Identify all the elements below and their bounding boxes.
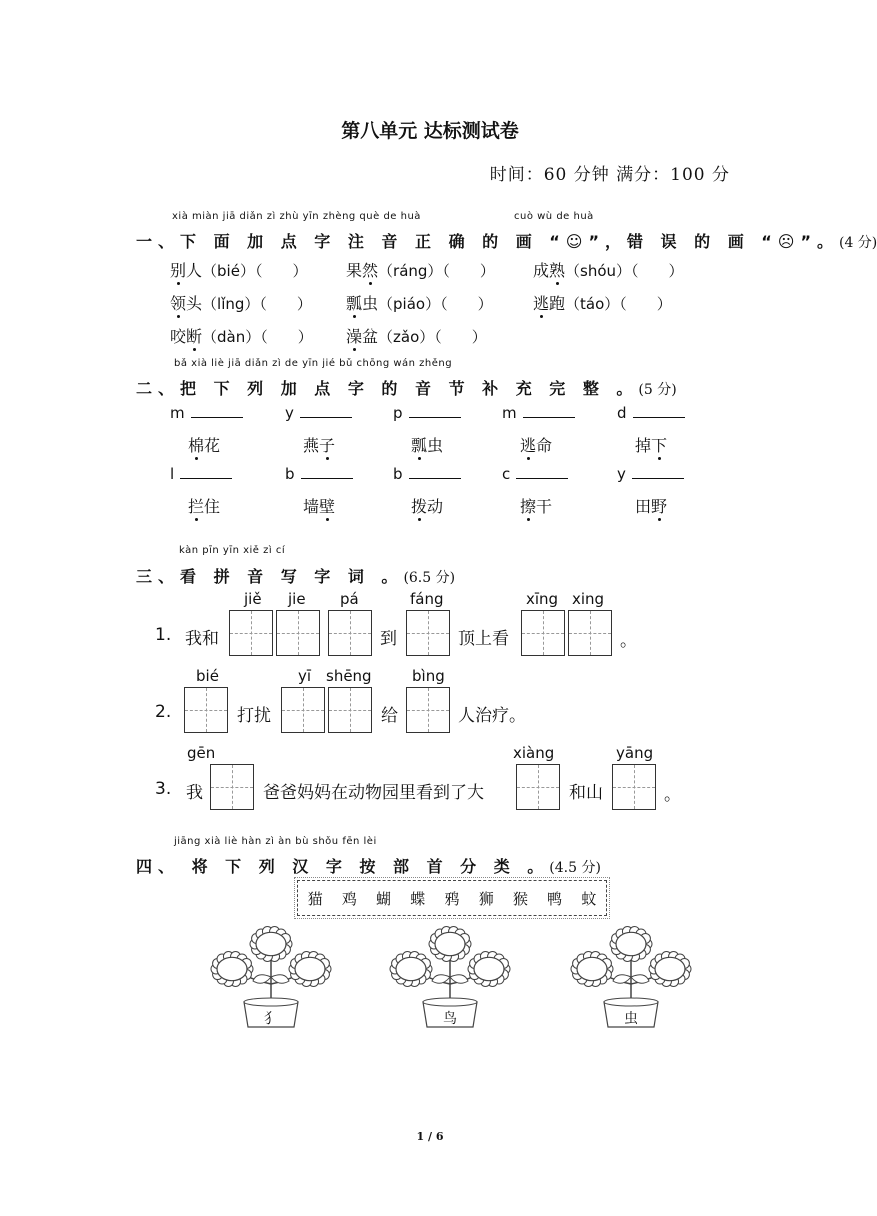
answer-line[interactable] (409, 405, 461, 418)
s2-py-4: bìng (412, 667, 445, 685)
tian-box[interactable] (184, 687, 228, 733)
answer-line[interactable] (300, 405, 352, 418)
flower-head (571, 952, 613, 987)
emphasis-dot-char: 擦 (520, 497, 537, 516)
emphasis-dot-char: 棉 (188, 436, 205, 455)
q1-heading (136, 229, 877, 252)
q3-title: 三、看 拼 音 写 字 词 。 (136, 567, 404, 586)
character-bank-item: 猴 (512, 889, 528, 908)
q3-heading (136, 564, 455, 587)
s2-py-1: bié (196, 667, 219, 685)
s1-py-3: pá (340, 590, 359, 608)
q2-word: 墙壁 (303, 497, 336, 516)
answer-line[interactable] (523, 405, 575, 418)
q2-word: 田野 (635, 497, 668, 516)
q2-initial: c (502, 465, 511, 483)
character-bank-item: 蝴 (376, 889, 392, 908)
s2-py-2: yī (298, 667, 312, 685)
s2-text-c: 人治疗。 (458, 706, 526, 726)
s1-py-2: jie (288, 590, 306, 608)
s3-text-d: 。 (664, 785, 681, 805)
q1-item-word: 咬断 (170, 327, 203, 346)
s1-py-1: jiě (244, 590, 262, 608)
q2-initial: y (617, 465, 626, 483)
character-bank-item: 鸡 (341, 889, 357, 908)
q1-item-pinyin[interactable]: （ráng）（ ） (378, 262, 495, 280)
emphasis-dot-char: 瓢 (411, 436, 428, 455)
tian-box[interactable] (516, 764, 560, 810)
emphasis-dot-char: 下 (651, 436, 668, 455)
s1-py-6: xing (572, 590, 605, 608)
q1-item-word: 果然 (346, 261, 379, 280)
emphasis-dot-char: 瓢 (346, 294, 363, 313)
s1-py-5: xīng (526, 590, 559, 608)
tian-box[interactable] (406, 687, 450, 733)
emphasis-dot-char: 别 (170, 261, 187, 280)
s1-text-a: 我和 (185, 629, 219, 649)
tian-box[interactable] (521, 610, 565, 656)
q1-item-word: 别人 (170, 261, 203, 280)
tian-box[interactable] (281, 687, 325, 733)
q3-pinyin: kàn pīn yīn xiě zì cí (179, 545, 286, 556)
tian-box[interactable] (210, 764, 254, 810)
answer-line[interactable] (516, 466, 568, 479)
pot-radical-label: 犭 (264, 1011, 278, 1027)
tian-box[interactable] (328, 687, 372, 733)
q1-item (533, 291, 672, 314)
emphasis-dot-char: 逃 (520, 436, 537, 455)
q1-item-pinyin[interactable]: （zǎo）（ ） (378, 328, 487, 346)
flower-head (649, 952, 691, 987)
answer-line[interactable] (180, 466, 232, 479)
flower-head (211, 952, 253, 987)
q1-item-pinyin[interactable]: （lǐng）（ ） (202, 295, 312, 313)
q4-heading (136, 854, 601, 877)
q4-title: 四、 将 下 列 汉 字 按 部 首 分 类 。 (136, 857, 550, 876)
q2-initial: d (617, 404, 627, 422)
flower-pot-group (566, 922, 696, 1032)
s1-text-c: 顶上看 (458, 629, 509, 649)
q2-answer-blank[interactable] (285, 465, 353, 483)
pot-radical-label: 虫 (624, 1011, 638, 1027)
s3-text-a: 我 (186, 783, 203, 803)
q2-answer-blank[interactable] (617, 404, 685, 422)
q2-word: 逃命 (520, 436, 553, 455)
flower-head (429, 927, 471, 962)
flower-head (250, 927, 292, 962)
tian-box[interactable] (276, 610, 320, 656)
q2-initial: p (393, 404, 403, 422)
q1-points: (4 分) (838, 235, 877, 251)
tian-box[interactable] (406, 610, 450, 656)
q2-answer-blank[interactable] (393, 404, 461, 422)
q2-answer-blank[interactable] (502, 465, 568, 483)
q2-word: 棉花 (188, 436, 221, 455)
character-bank-item: 蚊 (581, 889, 597, 908)
s1-text-d: 。 (620, 631, 637, 651)
q2-pinyin: bǎ xià liè jiā diǎn zì de yīn jié bǔ chōng wán zhěng (174, 358, 453, 369)
s3-py-3: yāng (616, 744, 654, 762)
s2-text-b: 给 (381, 706, 398, 726)
q2-answer-blank[interactable] (502, 404, 575, 422)
q2-answer-blank[interactable] (285, 404, 352, 422)
q2-initial: m (170, 404, 185, 422)
q2-word: 拨动 (411, 497, 444, 516)
flower-head (390, 952, 432, 987)
q2-answer-blank[interactable] (617, 465, 684, 483)
q1-title: 一、下 面 加 点 字 注 音 正 确 的 画 “☺”，错 误 的 画 “☹”。 (136, 232, 839, 251)
flower-head (468, 952, 510, 987)
time-info: 时间：60 分钟 满分：100 分 (489, 165, 730, 185)
character-bank (297, 880, 607, 916)
q2-answer-blank[interactable] (170, 404, 243, 422)
character-bank-item: 蝶 (410, 889, 426, 908)
emphasis-dot-char: 熟 (549, 261, 566, 280)
s3-num: 3. (155, 779, 172, 799)
emphasis-dot-char: 拨 (411, 497, 428, 516)
character-bank-item: 鸦 (444, 889, 460, 908)
q1-item (346, 258, 495, 281)
q1-item-pinyin[interactable]: （bié）（ ） (202, 262, 308, 280)
emphasis-dot-char: 逃 (533, 294, 550, 313)
answer-line[interactable] (301, 466, 353, 479)
q1-item (346, 291, 493, 314)
emphasis-dot-char: 领 (170, 294, 187, 313)
q4-pinyin: jiāng xià liè hàn zì àn bù shǒu fēn lèi (174, 836, 377, 847)
s2-text-a: 打扰 (237, 706, 271, 726)
s3-text-b: 爸爸妈妈在动物园里看到了大 (263, 783, 484, 803)
q1-item-word: 逃跑 (533, 294, 566, 313)
flower-pot-group (385, 922, 515, 1032)
q2-initial: b (393, 465, 403, 483)
q2-initial: m (502, 404, 517, 422)
q2-word: 拦住 (188, 497, 221, 516)
q1-pinyin: xià miàn jiā diǎn zì zhù yīn zhèng què de huà (172, 211, 421, 222)
character-bank-item: 猫 (307, 889, 323, 908)
q1-item (170, 324, 313, 347)
s2-num: 2. (155, 702, 172, 722)
q1-item (346, 324, 487, 347)
answer-line[interactable] (191, 405, 243, 418)
tian-box[interactable] (328, 610, 372, 656)
emphasis-dot-char: 然 (362, 261, 379, 280)
q1-item-word: 瓢虫 (346, 294, 379, 313)
page-number: 1 / 6 (416, 1130, 444, 1143)
q1-item-word: 领头 (170, 294, 203, 313)
q2-answer-blank[interactable] (170, 465, 232, 483)
q1-item-pinyin[interactable]: （piáo）（ ） (378, 295, 493, 313)
s3-text-c: 和山 (569, 783, 603, 803)
s3-py-2: xiàng (513, 744, 555, 762)
flower-head (289, 952, 331, 987)
character-bank-item: 狮 (478, 889, 494, 908)
q1-item-word: 成熟 (533, 261, 566, 280)
q3-points: (6.5 分) (403, 570, 456, 586)
s1-num: 1. (155, 625, 172, 645)
emphasis-dot-char: 野 (651, 497, 668, 516)
q2-word: 擦干 (520, 497, 553, 516)
emphasis-dot-char: 子 (319, 436, 336, 455)
q2-title: 二、把 下 列 加 点 字 的 音 节 补 充 完 整 。 (136, 379, 639, 398)
page-title: 第八单元 达标测试卷 (341, 120, 519, 142)
answer-line[interactable] (633, 405, 685, 418)
character-bank-item: 鸭 (547, 889, 563, 908)
tian-box[interactable] (612, 764, 656, 810)
q1-item-pinyin[interactable]: （shóu）（ ） (565, 262, 684, 280)
q1-item (533, 258, 684, 281)
s2-py-3: shēng (326, 667, 372, 685)
s3-py-1: gēn (187, 744, 216, 762)
q2-initial: b (285, 465, 295, 483)
tian-box[interactable] (568, 610, 612, 656)
q1-item (170, 291, 312, 314)
emphasis-dot-char: 断 (186, 327, 203, 346)
s1-py-4: fáng (410, 590, 444, 608)
emphasis-dot-char: 拦 (188, 497, 205, 516)
tian-box[interactable] (229, 610, 273, 656)
q2-answer-blank[interactable] (393, 465, 461, 483)
pot-radical-label: 鸟 (443, 1011, 457, 1027)
q1-item-word: 澡盆 (346, 327, 379, 346)
q2-heading (136, 376, 677, 399)
flower-pot-group (206, 922, 336, 1032)
q1-item (170, 258, 307, 281)
emphasis-dot-char: 壁 (319, 497, 336, 516)
q2-word: 燕子 (303, 436, 336, 455)
q2-initial: l (170, 465, 175, 483)
flower-head (610, 927, 652, 962)
s1-text-b: 到 (380, 629, 397, 649)
q2-initial: y (285, 404, 294, 422)
q2-word: 掉下 (635, 436, 668, 455)
q2-points: (5 分) (638, 382, 677, 398)
q1-item-pinyin[interactable]: （táo）（ ） (565, 295, 672, 313)
q1-pinyin-b: cuò wù de huà (514, 211, 594, 222)
emphasis-dot-char: 澡 (346, 327, 363, 346)
q1-item-pinyin[interactable]: （dàn）（ ） (202, 328, 313, 346)
answer-line[interactable] (409, 466, 461, 479)
answer-line[interactable] (632, 466, 684, 479)
q4-points: (4.5 分) (549, 860, 601, 876)
q2-word: 瓢虫 (411, 436, 444, 455)
